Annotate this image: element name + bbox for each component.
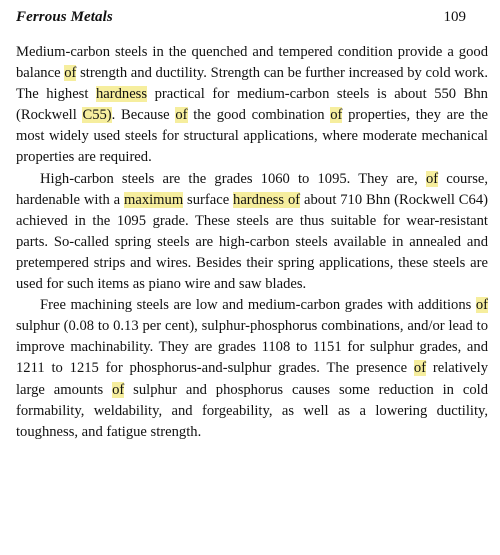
text-run: sulphur and phosphorus causes some reduction in cold formability, weldability, and forgeability, as well as a lowering ductility, toughness, and fatigue strength. <box>16 381 488 440</box>
highlighted-text: of <box>475 297 488 314</box>
text-run: Medium-carbon steels in the quenched and tempered condition provide a good balance <box>16 44 488 82</box>
paragraph <box>16 42 488 169</box>
running-title: Ferrous Metals <box>16 9 113 25</box>
running-header <box>16 0 488 30</box>
text-run: . Because <box>111 107 176 124</box>
highlighted-text: of <box>330 107 343 124</box>
highlighted-text: maximum <box>124 191 184 208</box>
highlighted-text: hardness of <box>233 191 301 208</box>
highlighted-text: C55) <box>82 107 112 124</box>
text-run: properties, they are the most widely used steels for structural applications, where moderate mechanical properties are required. <box>16 107 488 166</box>
text-run: Free machining steels are low and medium-carbon grades with additions <box>40 297 476 314</box>
text-run: relatively large amounts <box>16 360 488 398</box>
text-run: course, hardenable with a <box>16 170 488 208</box>
highlighted-text: of <box>425 170 439 187</box>
text-run: strength and ductility. Strength can be further increased by cold work. The highest <box>16 65 488 103</box>
highlighted-text: of <box>413 360 427 377</box>
text-run: practical for medium-carbon steels is about 550 Bhn (Rockwell <box>16 86 488 124</box>
highlighted-text: of <box>175 107 188 124</box>
body-text <box>16 42 488 443</box>
paragraph <box>16 169 488 296</box>
paragraph <box>16 295 488 443</box>
highlighted-text: of <box>112 381 125 398</box>
page-number: 109 <box>443 9 466 25</box>
text-run: High-carbon steels are the grades 1060 to 1095. They are, <box>40 170 426 187</box>
highlighted-text: of <box>64 65 77 82</box>
text-run: about 710 Bhn (Rockwell C64) achieved in the 1095 grade. These steels are thus suitable for wear-resistant parts. So-called spring steels are high-carbon steels available in annealed and pretempered strips and wires. Besides their spring applications, these steels are used for such items as piano wire and saw blades. <box>16 191 488 293</box>
highlighted-text: hardness <box>95 86 148 103</box>
text-run: the good combination <box>187 107 331 124</box>
text-run: sulphur (0.08 to 0.13 per cent), sulphur-phosphorus combinations, and/or lead to improve machinability. They are grades 1108 to 1151 for sulphur grades, and 1211 to 1215 for phosphorus-and-sulphur grades. The presence <box>16 318 488 377</box>
text-run: surface <box>183 191 234 208</box>
